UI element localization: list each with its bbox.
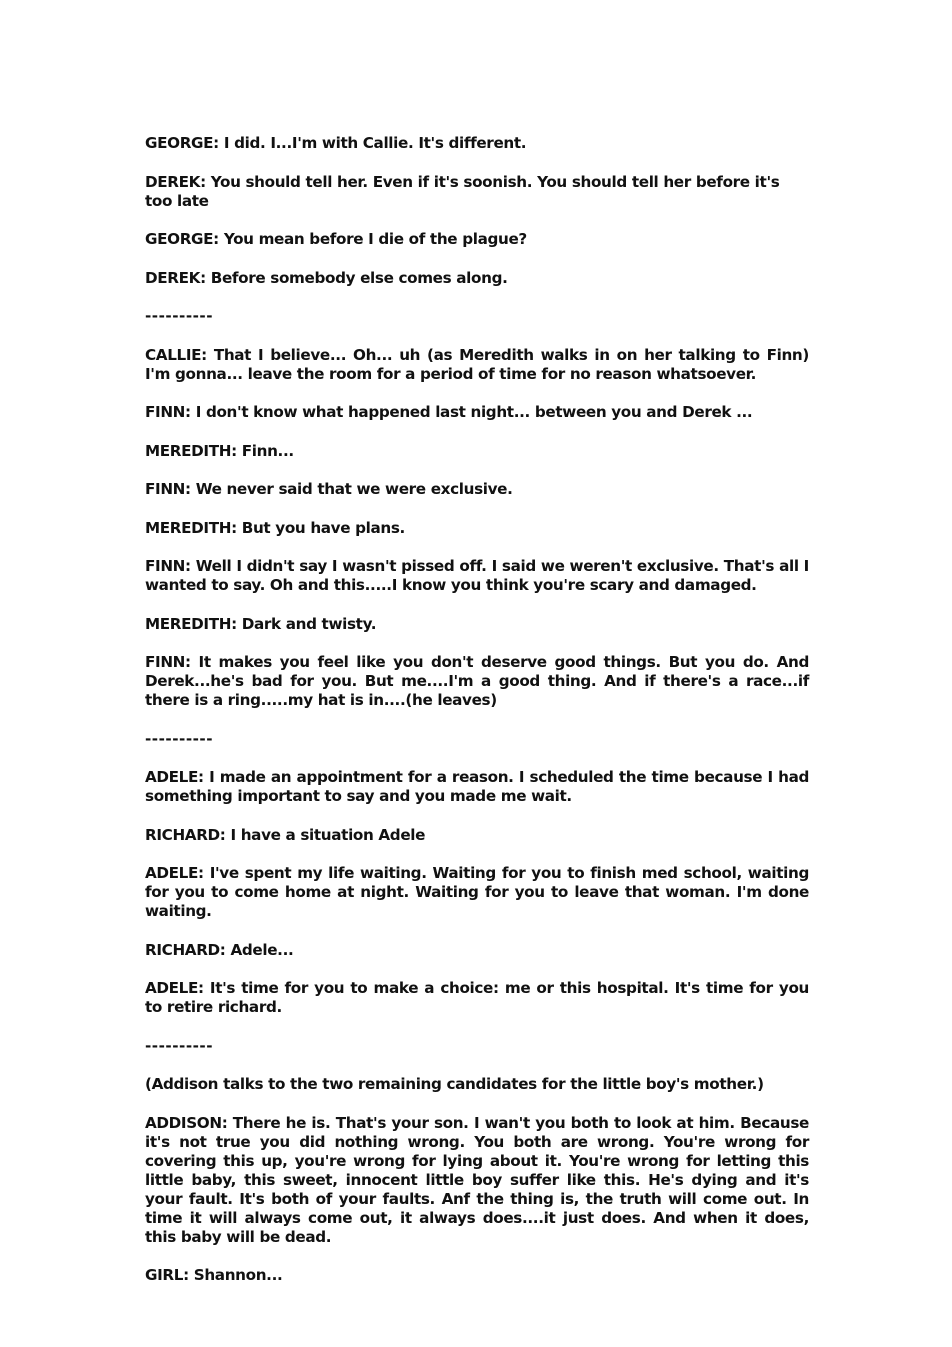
dialogue-line: FINN: I don't know what happened last night... between you and Derek ... xyxy=(145,403,753,421)
script-page xyxy=(145,134,809,1305)
stage-direction: (Addison talks to the two remaining candidates for the little boy's mother.) xyxy=(145,1075,764,1093)
scene-separator: ---------- xyxy=(145,307,214,325)
dialogue-line: DEREK: You should tell her. Even if it's soonish. You should tell her before it's too late xyxy=(145,172,780,210)
dialogue-line: RICHARD: Adele... xyxy=(145,940,294,959)
dialogue-line: GEORGE: I did. I...I'm with Callie. It's different. xyxy=(145,134,527,152)
scene-separator: ---------- xyxy=(145,729,214,748)
dialogue-line: GIRL: Shannon... xyxy=(145,1266,283,1284)
dialogue-line: CALLIE: That I believe... Oh... uh (as Meredith walks in on her talking to Finn) I'm gonna... leave the room for a period of time for no reason whatsoever. xyxy=(145,345,809,383)
dialogue-line: RICHARD: I have a situation Adele xyxy=(145,825,426,844)
dialogue-line: ADELE: It's time for you to make a choice: me or this hospital. It's time for you to retire richard. xyxy=(145,979,809,1016)
dialogue-line: FINN: It makes you feel like you don't deserve good things. But you do. And Derek...he's bad for you. But me....I'm a good thing. And if there's a race...if there is a ring.....my hat is in....(he leaves) xyxy=(145,653,809,709)
scene-separator: ---------- xyxy=(145,1036,214,1055)
dialogue-line: FINN: We never said that we were exclusive. xyxy=(145,480,513,498)
dialogue-line: DEREK: Before somebody else comes along. xyxy=(145,268,508,287)
dialogue-line: FINN: Well I didn't say I wasn't pissed off. I said we weren't exclusive. That's all I wanted to say. Oh and this.....I know you think you're scary and damaged. xyxy=(145,557,809,594)
dialogue-line: MEREDITH: But you have plans. xyxy=(145,518,405,537)
dialogue-line: ADELE: I made an appointment for a reason. I scheduled the time because I had something important to say and you made me wait. xyxy=(145,768,809,805)
dialogue-line: ADDISON: There he is. That's your son. I wan't you both to look at him. Because it's not true you did nothing wrong. You both are wrong. You're wrong for covering this up, you're wrong for lying about it. You're wrong for letting this little baby, this sweet, innocent little boy suffer like this. He's dying and it's your fault. It's both of your faults. Anf the thing is, the truth will come out. In time it will always come out, it always does....it just does. And when it does, this baby will be dead. xyxy=(145,1113,809,1246)
dialogue-line: MEREDITH: Finn... xyxy=(145,441,294,460)
dialogue-line: ADELE: I've spent my life waiting. Waiting for you to finish med school, waiting for you to come home at night. Waiting for you to leave that woman. I'm done waiting. xyxy=(145,864,809,920)
dialogue-line: MEREDITH: Dark and twisty. xyxy=(145,614,377,633)
dialogue-line: GEORGE: You mean before I die of the plague? xyxy=(145,230,527,248)
